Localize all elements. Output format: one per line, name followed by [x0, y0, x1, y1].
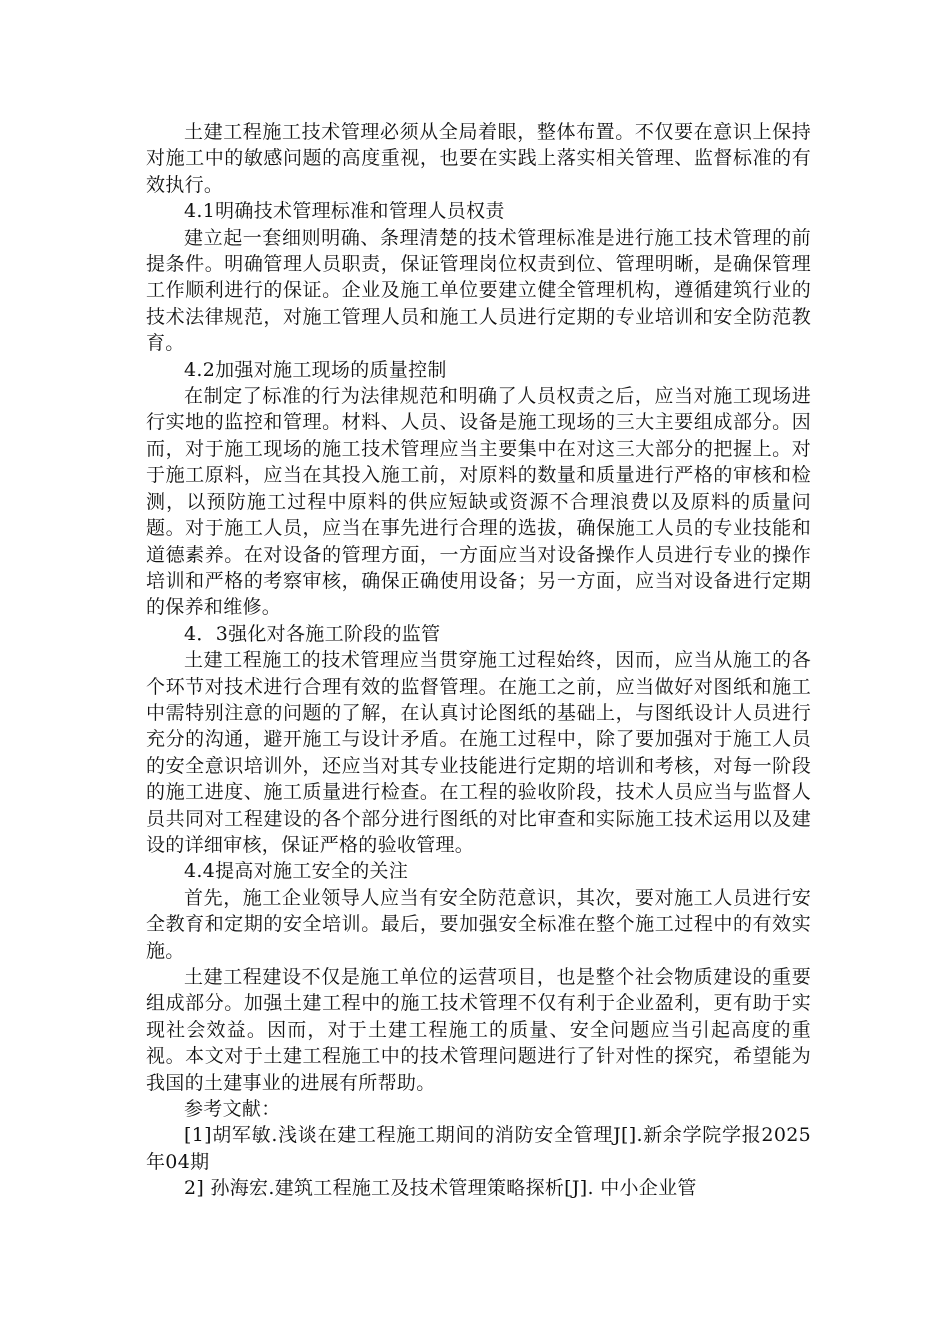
document-body [146, 119, 811, 1202]
section-4-3-paragraph: 土建工程施工的技术管理应当贯穿施工过程始终，因而，应当从施工的各个环节对技术进行合理有效的监督管理。在施工之前，应当做好对图纸和施工中需特别注意的问题的了解，在认真讨论图纸的基础上，与图纸设计人员进行充分的沟通，避开施工与设计矛盾。在施工过程中，除了要加强对于施工人员的安全意识培训外，还应当对其专业技能进行定期的培训和考核，对每一阶段的施工进度、施工质量进行检查。在工程的验收阶段，技术人员应当与监督人员共同对工程建设的各个部分进行图纸的对比审查和实际施工技术运用以及建设的详细审核，保证严格的验收管理。 [146, 649, 811, 856]
section-4-1-heading: 4.1明确技术管理标准和管理人员权责 [184, 200, 505, 223]
section-4-4-paragraph: 首先，施工企业领导人应当有安全防范意识，其次，要对施工人员进行安全教育和定期的安全培训。最后，要加强安全标准在整个施工过程中的有效实施。 [146, 886, 811, 962]
reference-1: [1]胡军敏.浅谈在建工程施工期间的消防安全管理J[].新余学院学报2025年04期 [146, 1124, 811, 1173]
section-4-1-paragraph: 建立起一套细则明确、条理清楚的技术管理标准是进行施工技术管理的前提条件。明确管理人员职责，保证管理岗位权责到位、管理明晰，是确保管理工作顺利进行的保证。企业及施工单位要建立健全管理机构，遵循建筑行业的技术法律规范，对施工管理人员和施工人员进行定期的专业培训和安全防范教育。 [146, 226, 811, 355]
conclusion-paragraph: 土建工程建设不仅是施工单位的运营项目，也是整个社会物质建设的重要组成部分。加强土建工程中的施工技术管理不仅有利于企业盈利，更有助于实现社会效益。因而，对于土建工程施工的质量、安全问题应当引起高度的重视。本文对于土建工程施工中的技术管理问题进行了针对性的探究，希望能为我国的土建事业的进展有所帮助。 [146, 966, 811, 1094]
reference-2: 2] 孙海宏.建筑工程施工及技术管理策略探析[J]. 中小企业管 [184, 1177, 697, 1200]
references-heading: 参考文献： [184, 1098, 281, 1121]
section-4-2-paragraph: 在制定了标准的行为法律规范和明确了人员权责之后，应当对施工现场进行实地的监控和管理。材料、人员、设备是施工现场的三大主要组成部分。因而，对于施工现场的施工技术管理应当主要集中在对这三大部分的把握上。对于施工原料，应当在其投入施工前，对原料的数量和质量进行严格的审核和检测，以预防施工过程中原料的供应短缺或资源不合理浪费以及原料的质量问题。对于施工人员，应当在事先进行合理的选拔，确保施工人员的专业技能和道德素养。在对设备的管理方面，一方面应当对设备操作人员进行专业的操作培训和严格的考察审核，确保正确使用设备；另一方面，应当对设备进行定期的保养和维修。 [146, 385, 811, 619]
intro-paragraph: 土建工程施工技术管理必须从全局着眼，整体布置。不仅要在意识上保持对施工中的敏感问题的高度重视，也要在实践上落实相关管理、监督标准的有效执行。 [146, 121, 811, 196]
section-4-4-heading: 4.4提高对施工安全的关注 [184, 860, 409, 883]
section-4-3-heading: 4．3强化对各施工阶段的监管 [184, 622, 441, 645]
section-4-2-heading: 4.2加强对施工现场的质量控制 [184, 358, 447, 381]
